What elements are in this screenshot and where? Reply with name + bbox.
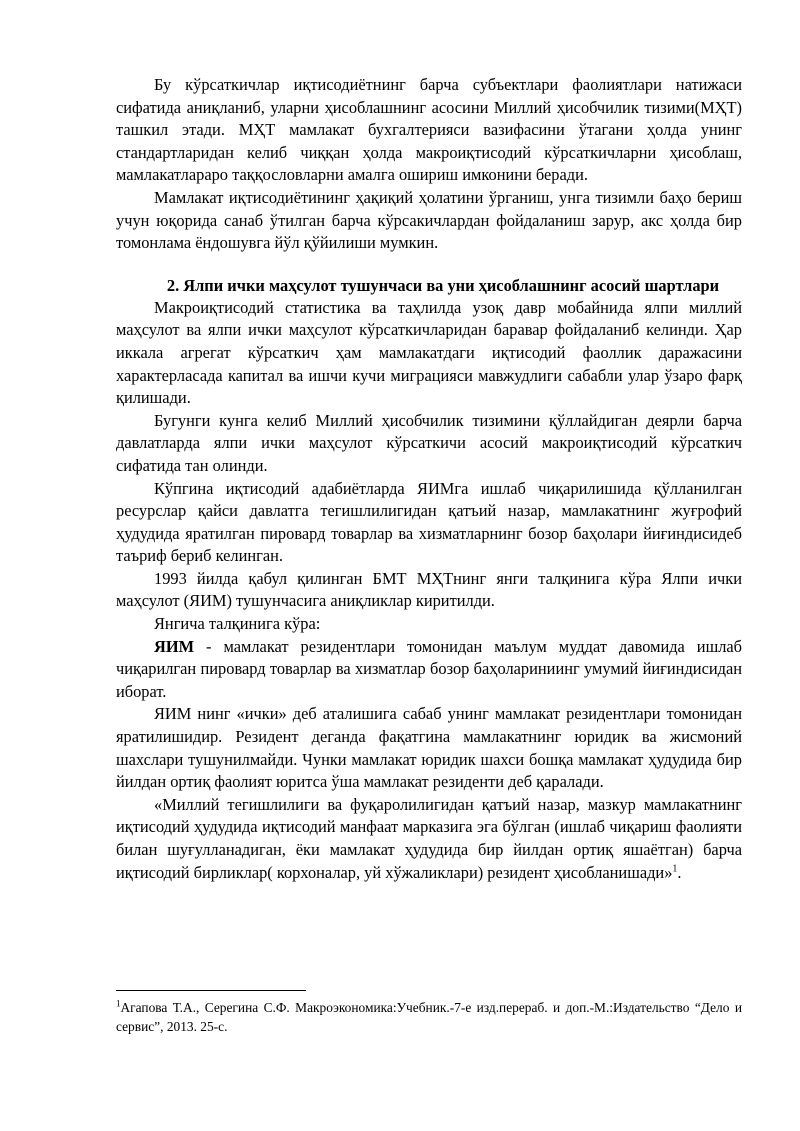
quote-paragraph (116, 794, 742, 884)
section-heading: 2. Ялпи ички маҳсулот тушунчаси ва уни ҳисоблашнинг асосий шартлари (166, 275, 720, 295)
paragraph: Бугунги кунга келиб Миллий ҳисобчилик тизимини қўллайдиган деярли барча давлатларда ялпи ички маҳсулот кўрсаткичи асосий макроиқтисодий кўрсаткич сифатида тан олинди. (116, 410, 742, 475)
footnote-reference[interactable]: 1 (672, 863, 678, 875)
definition-paragraph (116, 636, 742, 704)
footnote-mark: 1 (116, 998, 121, 1009)
paragraph: Макроиқтисодий статистика ва таҳлилда узоқ давр мобайнида ялпи миллий маҳсулот ва ялпи ички маҳсулот кўрсаткичларидан баравар фойдаланиб келинди. Ҳар иккала агрегат кўрсаткич ҳам мамлакатдаги иқтисодий фаоллик даражасини характерласада капитал ва ишчи кучи миграцияси мавжудлиги сабабли улар ўзаро фарқ қилишади. (116, 297, 742, 408)
body-text (116, 74, 742, 884)
definition-text: - мамлакат резидентлари томонидан маълум муддат давомида ишлаб чиқарилган пировард товарлар ва хизматлар бозор баҳолариниинг умумий йиғиндисидан иборат. (116, 636, 742, 701)
footnote (116, 998, 742, 1036)
quote-text: «Миллий тегишлилиги ва фуқаролилигидан қатъий назар, мазкур мамлакатнинг иқтисодий ҳудудида иқтисодий манфаат марказига эга бўлган (ишлаб чиқариш фаолияти билан шуғулланадиган, ёки мамлакат ҳудудида бир йилдан ортиқ яшаётган) барча иқтисодий бирликлар( корхоналар, уй хўжаликлари) резидент ҳисобланишади» (116, 794, 742, 882)
paragraph: Кўпгина иқтисодий адабиётларда ЯИМга ишлаб чиқарилишида қўлланилган ресурслар қайси давлатга тегишлилигидан қатъий назар, мамлакатнинг жуғрофий ҳудудида яратилган пировард товарлар ва хизматларнинг бозор баҳолари йиғиндисидеб таъриф бериб келинган. (116, 478, 742, 566)
paragraph: Бу кўрсаткичлар иқтисодиётнинг барча субъектлари фаолиятлари натижаси сифатида аниқланиб, уларни ҳисоблашнинг асосини Миллий ҳисобчилик тизими(МҲТ) ташкил этади. МҲТ мамлакат бухгалтерияси вазифасини ўтагани ҳолда унинг стандартларидан келиб чиққан ҳолда макроиқтисодий кўрсаткичларни ҳисоблаш, мамлакатлараро таққословларни амалга ошириш имконини беради. (116, 75, 742, 185)
paragraph: Мамлакат иқтисодиётининг ҳақиқий ҳолатини ўрганиш, унга тизимли баҳо бериш учун юқорида санаб ўтилган барча кўрсакичлардан фойдаланиш зарур, акс ҳолда бир томонлама ёндошувга йўл қўйилиши мумкин. (116, 187, 742, 253)
paragraph: 1993 йилда қабул қилинган БМТ МҲТнинг янги талқинига кўра Ялпи ички маҳсулот (ЯИМ) тушунчасига аниқликлар киритилди. (116, 568, 742, 611)
paragraph: Янгича талқинига кўра: (154, 614, 321, 634)
definition-term: ЯИМ (154, 636, 195, 656)
footnote-text: Агапова Т.А., Серегина С.Ф. Макроэкономика:Учебник.-7-е изд.перераб. и доп.-М.:Издательство “Дело и сервис”, 2013. 25-с. (116, 1000, 742, 1034)
paragraph: ЯИМ нинг «ички» деб аталишига сабаб унинг мамлакат резидентлари томонидан яратилишидир. Резидент деганда фақатгина мамлакатнинг юридик ва жисмоний шахслари тушунилмайди. Чунки мамлакат юридик шахси бошқа мамлакат ҳудудида бир йилдан ортиқ фаолият юритса ўша мамлакат резиденти деб қаралади. (116, 704, 742, 792)
quote-tail: . (677, 862, 682, 882)
footnote-divider (116, 990, 306, 991)
